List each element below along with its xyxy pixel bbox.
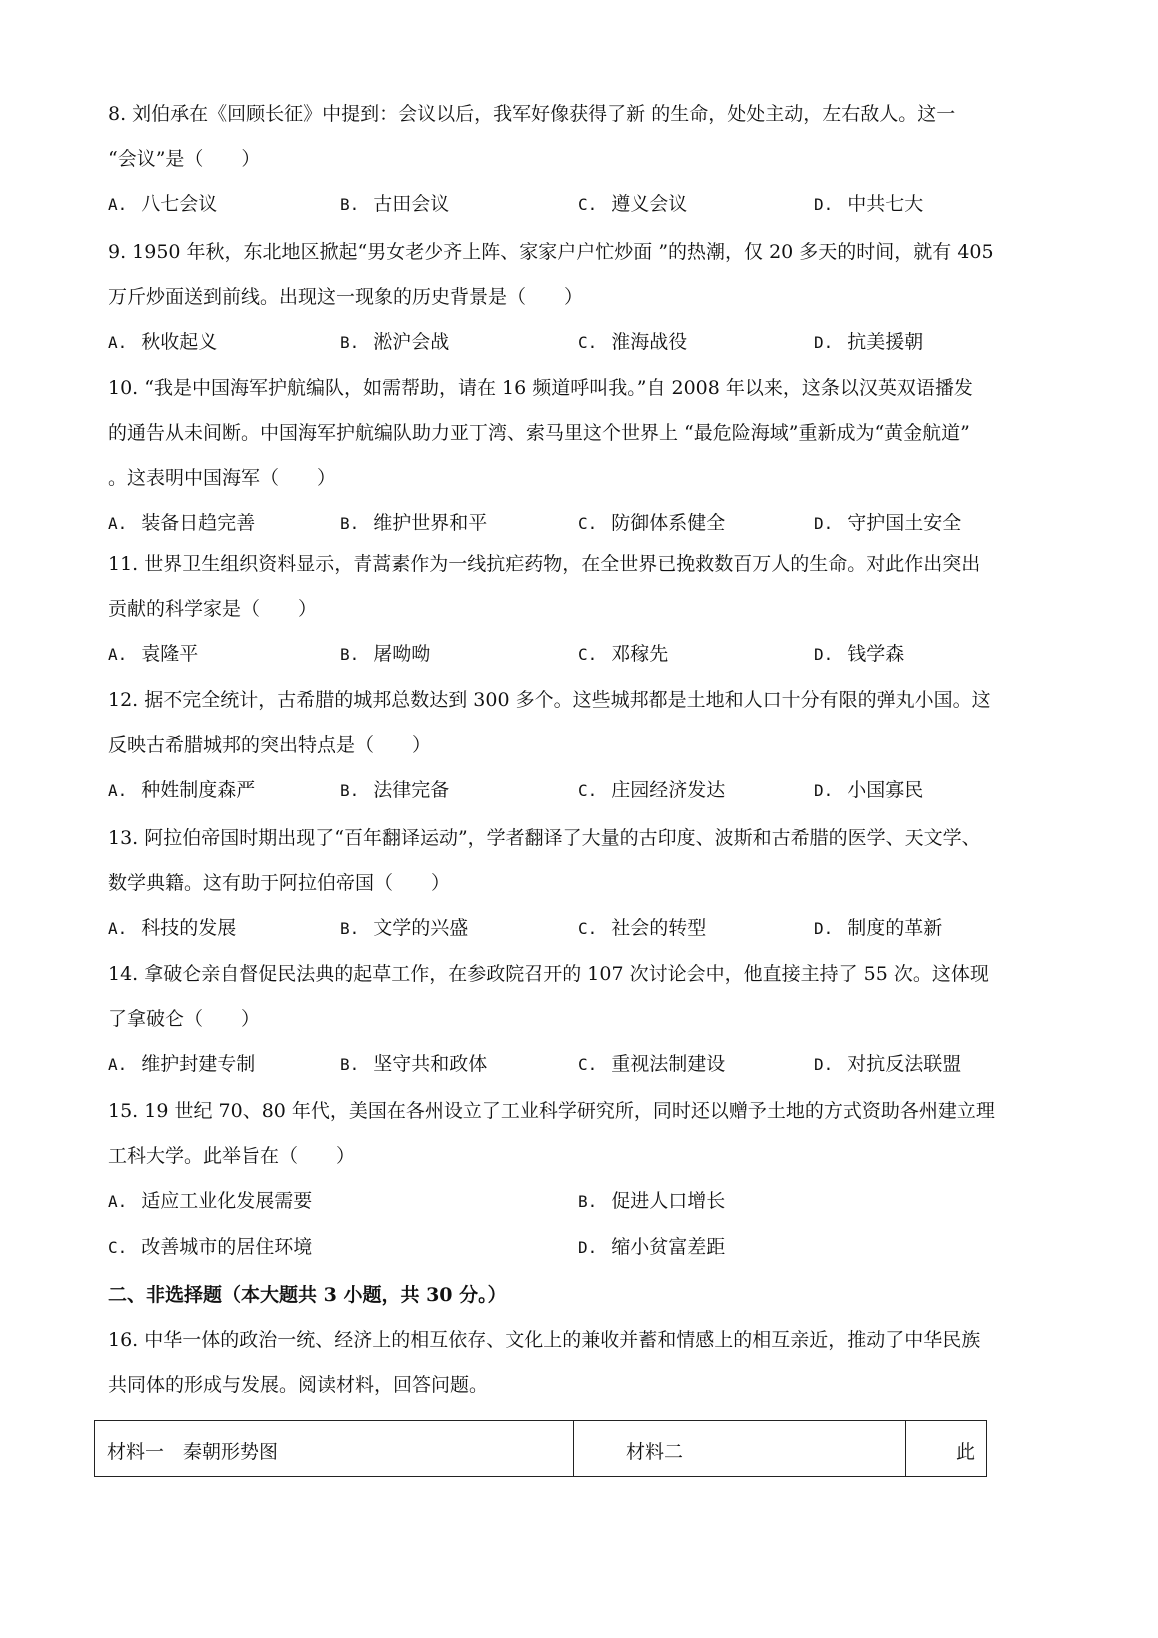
option-11-a[interactable]: [108, 642, 198, 667]
option-text: 古田会议: [373, 193, 450, 215]
option-text: 装备日趋完善: [141, 512, 256, 534]
question-11-line: 贡献的科学家是（ ）: [108, 598, 318, 620]
option-text: 重视法制建设: [611, 1053, 726, 1075]
question-14-line: 14. 拿破仑亲自督促民法典的起草工作，在参政院召开的 107 次讨论会中，他直接主持了 55 次。这体现: [108, 963, 989, 985]
option-letter: D.: [814, 781, 834, 800]
material-cell-2: [573, 1421, 905, 1476]
option-letter: C.: [578, 514, 598, 533]
option-letter: C.: [578, 919, 598, 938]
question-12-line: 反映古希腊城邦的突出特点是（ ）: [108, 734, 432, 756]
option-letter: D.: [814, 919, 834, 938]
question-10-line: 10. “我是中国海军护航编队，如需帮助，请在 16 频道呼叫我。”自 2008 年以来，这条以汉英双语播发: [108, 377, 973, 399]
option-text: 适应工业化发展需要: [141, 1190, 313, 1212]
option-10-c[interactable]: [578, 511, 725, 536]
question-12-line: 12. 据不完全统计，古希腊的城邦总数达到 300 多个。这些城邦都是土地和人口十分有限的弹丸小国。这: [108, 689, 991, 711]
option-letter: C.: [578, 195, 598, 214]
material-cell-3-text: 此: [956, 1441, 976, 1463]
question-9-line: 9. 1950 年秋，东北地区掀起“男女老少齐上阵、家家户户忙炒面 ”的热潮，仅 20 多天的时间，就有 405: [108, 241, 994, 263]
option-text: 庄园经济发达: [611, 779, 726, 801]
option-8-a[interactable]: [108, 192, 217, 217]
option-text: 钱学森: [847, 643, 905, 665]
option-text: 科技的发展: [141, 917, 237, 939]
option-13-b[interactable]: [340, 916, 468, 941]
option-letter: D.: [814, 333, 834, 352]
option-letter: B.: [340, 781, 360, 800]
option-text: 邓稼先: [611, 643, 669, 665]
option-15-c[interactable]: [108, 1235, 312, 1260]
option-text: 淞沪会战: [373, 331, 450, 353]
option-11-c[interactable]: [578, 642, 668, 667]
option-text: 八七会议: [141, 193, 218, 215]
option-letter: A.: [108, 333, 128, 352]
option-text: 防御体系健全: [611, 512, 726, 534]
option-text: 维护世界和平: [373, 512, 488, 534]
option-letter: C.: [108, 1238, 128, 1257]
option-14-c[interactable]: [578, 1052, 725, 1077]
question-8-line: “会议”是（ ）: [108, 148, 261, 170]
question-8-line: 8. 刘伯承在《回顾长征》中提到：会议以后，我军好像获得了新 的生命，处处主动，左右敌人。这一: [108, 103, 956, 125]
option-9-a[interactable]: [108, 330, 217, 355]
option-text: 坚守共和政体: [373, 1053, 488, 1075]
option-letter: A.: [108, 1055, 128, 1074]
option-9-c[interactable]: [578, 330, 687, 355]
option-letter: B.: [340, 1055, 360, 1074]
option-text: 法律完备: [373, 779, 450, 801]
option-letter: A.: [108, 195, 128, 214]
option-13-c[interactable]: [578, 916, 706, 941]
option-letter: C.: [578, 333, 598, 352]
option-text: 对抗反法联盟: [847, 1053, 962, 1075]
option-text: 维护封建专制: [141, 1053, 256, 1075]
option-11-d[interactable]: [814, 642, 904, 667]
option-13-a[interactable]: [108, 916, 236, 941]
option-text: 屠呦呦: [373, 643, 431, 665]
option-letter: B.: [340, 645, 360, 664]
option-15-b[interactable]: [578, 1189, 725, 1214]
question-15-line: 工科大学。此举旨在（ ）: [108, 1145, 356, 1167]
question-14-line: 了拿破仑（ ）: [108, 1008, 261, 1030]
option-letter: D.: [814, 1055, 834, 1074]
option-text: 文学的兴盛: [373, 917, 469, 939]
option-text: 缩小贫富差距: [611, 1236, 726, 1258]
option-text: 种姓制度森严: [141, 779, 256, 801]
option-14-a[interactable]: [108, 1052, 255, 1077]
question-13-line: 13. 阿拉伯帝国时期出现了“百年翻译运动”，学者翻译了大量的古印度、波斯和古希腊的医学、天文学、: [108, 827, 981, 849]
option-text: 社会的转型: [611, 917, 707, 939]
option-letter: D.: [814, 514, 834, 533]
option-text: 守护国土安全: [847, 512, 962, 534]
option-12-d[interactable]: [814, 778, 923, 803]
section-title: 二、非选择题（本大题共 3 小题，共 30 分。）: [108, 1284, 507, 1306]
option-15-d[interactable]: [578, 1235, 725, 1260]
option-12-c[interactable]: [578, 778, 725, 803]
option-letter: C.: [578, 1055, 598, 1074]
option-15-a[interactable]: [108, 1189, 312, 1214]
question-9-line: 万斤炒面送到前线。出现这一现象的历史背景是（ ）: [108, 286, 584, 308]
option-10-b[interactable]: [340, 511, 487, 536]
option-letter: A.: [108, 1192, 128, 1211]
option-9-b[interactable]: [340, 330, 449, 355]
question-13-line: 数学典籍。这有助于阿拉伯帝国（ ）: [108, 872, 451, 894]
material-cell-3: [905, 1421, 985, 1476]
question-11-line: 11. 世界卫生组织资料显示，青蒿素作为一线抗疟药物，在全世界已挽救数百万人的生命。对此作出突出: [108, 553, 981, 575]
option-text: 抗美援朝: [847, 331, 924, 353]
option-10-d[interactable]: [814, 511, 961, 536]
option-letter: C.: [578, 781, 598, 800]
option-13-d[interactable]: [814, 916, 942, 941]
option-text: 淮海战役: [611, 331, 688, 353]
option-letter: D.: [814, 645, 834, 664]
option-12-b[interactable]: [340, 778, 449, 803]
option-14-b[interactable]: [340, 1052, 487, 1077]
question-15-line: 15. 19 世纪 70、80 年代，美国在各州设立了工业科学研究所，同时还以赠予土地的方式资助各州建立理: [108, 1100, 995, 1122]
option-text: 秋收起义: [141, 331, 218, 353]
option-text: 中共七大: [847, 193, 924, 215]
option-12-a[interactable]: [108, 778, 255, 803]
option-8-d[interactable]: [814, 192, 923, 217]
option-letter: B.: [340, 195, 360, 214]
option-text: 促进人口增长: [611, 1190, 726, 1212]
material-table: [94, 1420, 987, 1477]
option-9-d[interactable]: [814, 330, 923, 355]
option-letter: B.: [340, 333, 360, 352]
option-letter: D.: [814, 195, 834, 214]
option-letter: A.: [108, 645, 128, 664]
option-10-a[interactable]: [108, 511, 255, 536]
option-text: 改善城市的居住环境: [141, 1236, 313, 1258]
option-letter: A.: [108, 781, 128, 800]
material-cell-1: [95, 1421, 573, 1476]
option-text: 小国寡民: [847, 779, 924, 801]
option-8-c[interactable]: [578, 192, 687, 217]
option-14-d[interactable]: [814, 1052, 961, 1077]
option-letter: C.: [578, 645, 598, 664]
option-letter: B.: [340, 919, 360, 938]
question-16-line: 16. 中华一体的政治一统、经济上的相互依存、文化上的兼收并蓄和情感上的相互亲近，推动了中华民族: [108, 1329, 981, 1351]
question-16-line: 共同体的形成与发展。阅读材料，回答问题。: [108, 1374, 489, 1396]
option-letter: D.: [578, 1238, 598, 1257]
question-10-line: 的通告从未间断。中国海军护航编队助力亚丁湾、索马里这个世界上 “最危险海域”重新成为“黄金航道”: [108, 422, 970, 444]
material-one-label: 材料一 秦朝形势图: [107, 1441, 279, 1463]
question-10-line: 。这表明中国海军（ ）: [108, 467, 337, 489]
material-two-label: 材料二: [626, 1441, 684, 1463]
option-letter: A.: [108, 919, 128, 938]
option-8-b[interactable]: [340, 192, 449, 217]
option-text: 袁隆平: [141, 643, 199, 665]
option-letter: B.: [340, 514, 360, 533]
option-letter: A.: [108, 514, 128, 533]
option-text: 制度的革新: [847, 917, 943, 939]
option-letter: B.: [578, 1192, 598, 1211]
option-text: 遵义会议: [611, 193, 688, 215]
option-11-b[interactable]: [340, 642, 430, 667]
